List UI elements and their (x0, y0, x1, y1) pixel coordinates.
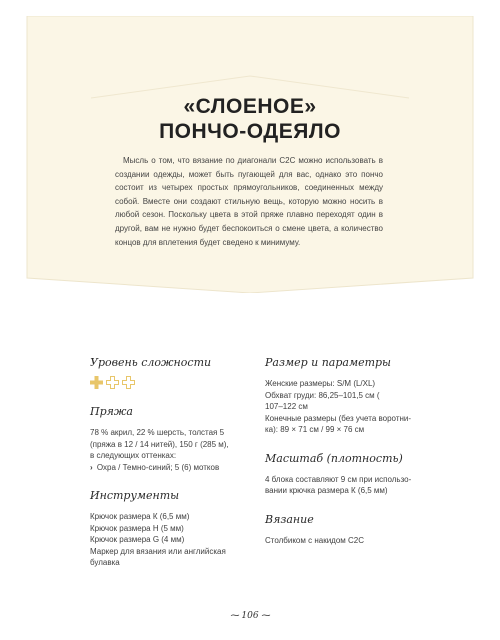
knitting-heading: Вязание (265, 512, 314, 526)
yarn-color-text: Охра / Темно-синий; 5 (6) мотков (96, 462, 220, 472)
yarn-line: в следующих оттенках: (90, 451, 177, 460)
bullet-arrow-icon: › (90, 462, 93, 472)
size-line: Обхват груди: 86,25–101,5 см ( (265, 390, 380, 400)
level-section (90, 356, 250, 389)
size-line: ка): 89 × 71 см / 99 × 76 см (265, 425, 365, 434)
tools-section (90, 489, 250, 569)
intro-paragraph (115, 154, 383, 249)
yarn-line: 78 % акрил, 22 % шерсть, толстая 5 (90, 428, 225, 437)
tool-item: Крючок размера К (6,5 мм) (90, 512, 190, 521)
size-line: Конечные размеры (без учета воротни- (265, 413, 412, 423)
left-column (90, 356, 250, 585)
title-line-2: ПОНЧО-ОДЕЯЛО (159, 120, 341, 143)
difficulty-cross-icon-filled (90, 376, 103, 389)
knitting-text: Столбиком с накидом С2С (265, 535, 365, 545)
yarn-line: (пряжа в 12 / 14 нитей), 150 г (285 м), (90, 439, 229, 449)
page-number-ornament-right: ⁓ (261, 611, 270, 621)
yarn-section (90, 405, 250, 473)
difficulty-cross-icon-outline (122, 376, 135, 389)
tool-item: Маркер для вязания или английская (90, 546, 226, 556)
intro-text: Мысль о том, что вязание по диагонали С2С можно использовать в создании одежды, может быть пугающей для вас, однако это пончо состоит из четырех простых прямоугольников, соединенных между собой. Вместе они создают стильную вещь, которую можно носить в любой сезон. Поскольку цвета в этой пряже плавно переходят один в другой, вам не нужно будет беспокоиться о смене цвета, а количество концов для вплетения будет сведено к минимуму. (115, 156, 383, 247)
difficulty-cross-icon-outline (106, 376, 119, 389)
difficulty-rating (90, 376, 250, 389)
tool-item: Крючок размера Н (5 мм) (90, 523, 184, 533)
knitting-section (265, 513, 425, 547)
gauge-heading: Масштаб (плотность) (265, 451, 403, 465)
gauge-line: 4 блока составляют 9 см при использо- (265, 474, 412, 484)
gauge-line: вании крючка размера К (6,5 мм) (265, 486, 388, 495)
right-column (265, 356, 425, 562)
size-heading: Размер и параметры (265, 356, 392, 369)
tools-heading: Инструменты (90, 489, 180, 502)
yarn-color-item (90, 462, 250, 474)
page-number (0, 611, 500, 621)
tool-item: Крючок размера G (4 мм) (90, 535, 185, 544)
size-section (265, 356, 425, 436)
page-title (21, 94, 479, 144)
gauge-section (265, 452, 425, 497)
title-banner (21, 16, 479, 293)
page-number-value: 106 (241, 611, 259, 621)
size-line: 107–122 см (265, 402, 308, 411)
yarn-heading: Пряжа (90, 405, 133, 418)
level-heading: Уровень сложности (90, 356, 212, 369)
page-number-ornament-left: ⁓ (230, 611, 239, 621)
size-line: Женские размеры: S/M (L/XL) (265, 379, 376, 388)
title-line-1: «СЛОЕНОЕ» (183, 95, 317, 118)
tool-item: булавка (90, 558, 120, 567)
